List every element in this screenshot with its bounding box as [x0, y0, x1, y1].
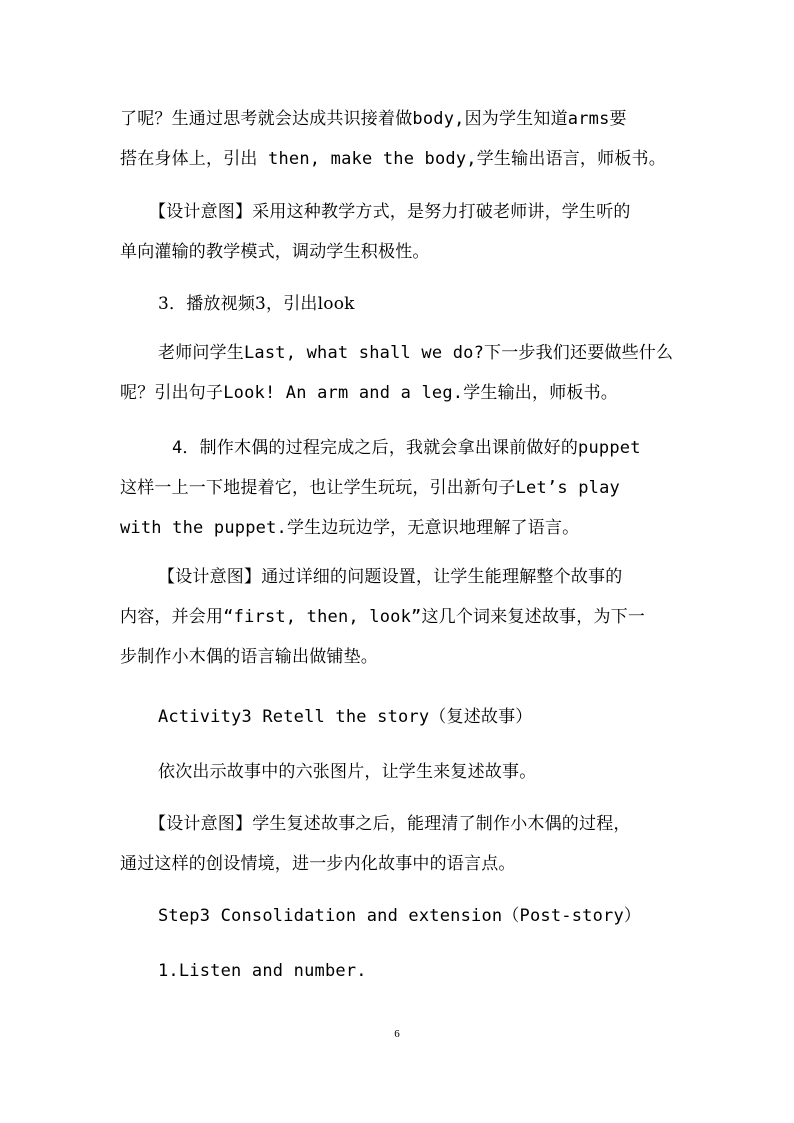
paragraph-puppet-activity-line-1: 4．制作木偶的过程完成之后，我就会拿出课前做好的puppet — [172, 438, 641, 458]
design-intent-2-line-2: 内容，并会用“first, then, look”这几个词来复述故事，为下一 — [120, 607, 646, 627]
design-intent-3-line-1: 【设计意图】学生复述故事之后，能理清了制作小木偶的过程， — [149, 814, 631, 834]
paragraph-1-line-2: 搭在身体上，引出 then, make the body,学生输出语言，师板书。 — [120, 149, 666, 169]
paragraph-puppet-activity — [120, 428, 688, 548]
step-3-video — [158, 284, 718, 324]
paragraph-teacher-question-line-2: 呢？引出句子Look! An arm and a leg.学生输出，师板书。 — [120, 383, 619, 403]
paragraph-1 — [120, 99, 680, 179]
step-3-heading-line-1: Step3 Consolidation and extension（Post-story） — [158, 906, 642, 926]
design-intent-2-line-3: 步制作小木偶的语言输出做铺垫。 — [120, 647, 378, 667]
design-intent-2 — [120, 557, 688, 677]
step-3-heading — [158, 896, 718, 936]
design-intent-1-line-1: 【设计意图】采用这种教学方式，是努力打破老师讲，学生听的 — [149, 202, 631, 222]
design-intent-3-line-2: 通过这样的创设情境，进一步内化故事中的语言点。 — [120, 854, 516, 874]
page-number: 6 — [394, 1028, 400, 1040]
design-intent-1-line-2: 单向灌输的教学模式，调动学生积极性。 — [120, 242, 430, 262]
step-3-video-line-1: 3．播放视频3，引出look — [158, 294, 355, 314]
listen-and-number — [158, 951, 718, 991]
paragraph-teacher-question-line-1: 老师问学生Last, what shall we do?下一步我们还要做些什么 — [158, 343, 674, 363]
paragraph-retell-instruction-line-1: 依次出示故事中的六张图片，让学生来复述故事。 — [158, 762, 537, 782]
listen-and-number-line-1: 1.Listen and number. — [158, 961, 367, 981]
activity-3-heading — [158, 697, 718, 737]
paragraph-1-line-1: 了呢？生通过思考就会达成共识接着做body,因为学生知道arms要 — [120, 109, 627, 129]
paragraph-puppet-activity-line-3: with the puppet.学生边玩边学，无意识地理解了语言。 — [120, 518, 580, 538]
paragraph-teacher-question — [120, 333, 688, 413]
design-intent-2-line-1: 【设计意图】通过详细的问题设置，让学生能理解整个故事的 — [158, 567, 623, 587]
paragraph-puppet-activity-line-2: 这样一上一下地提着它，也让学生玩玩，引出新句子Let’s play — [120, 478, 620, 498]
paragraph-retell-instruction — [158, 752, 718, 792]
design-intent-3 — [120, 804, 689, 884]
design-intent-1 — [120, 192, 689, 272]
activity-3-heading-line-1: Activity3 Retell the story（复述故事） — [158, 707, 533, 727]
